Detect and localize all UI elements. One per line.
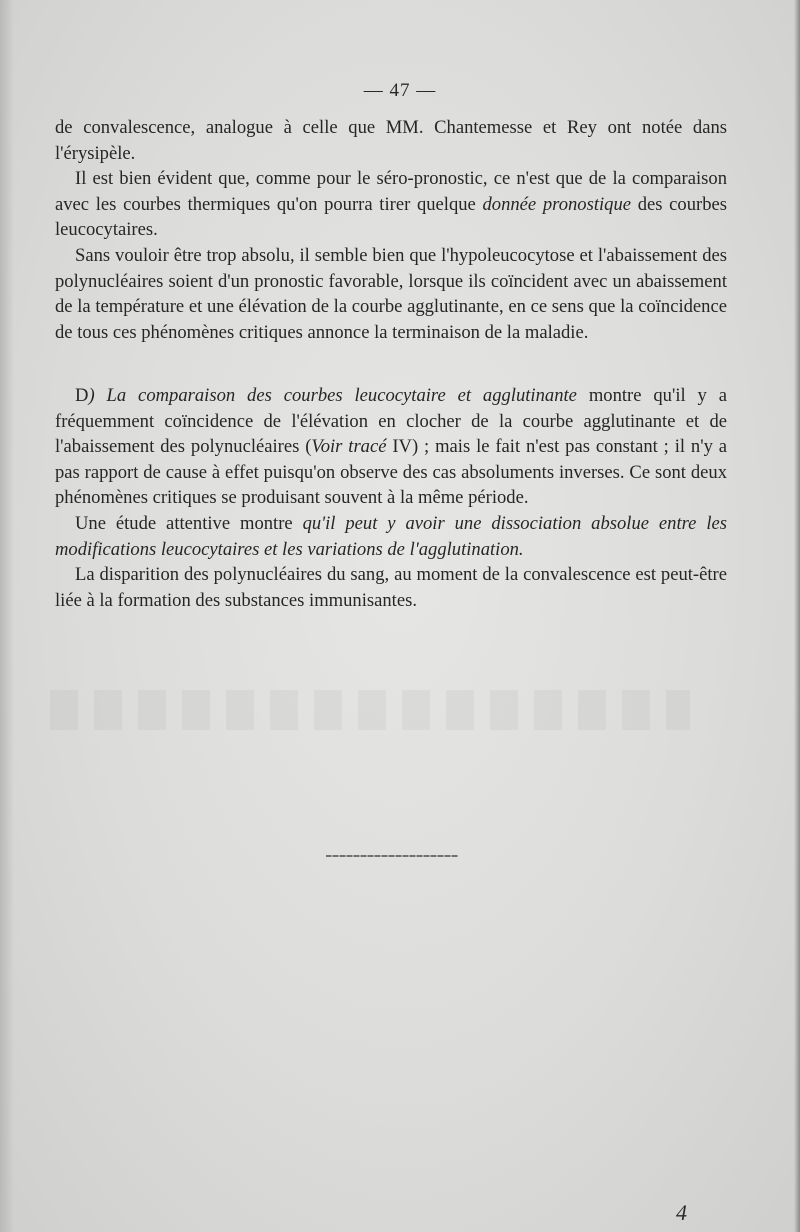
signature-mark: 4	[676, 1200, 687, 1225]
bleed-through-marks	[50, 690, 690, 730]
paragraph-1: de convalescence, analogue à celle que MM. Chantemesse et Rey ont notée dans l'érysipèle.	[55, 117, 727, 164]
paragraph-3: Sans vouloir être trop absolu, il semble bien que l'hypoleucocytose et l'abaissement des polynucléaires soient d'un pronostic favorable, lorsque ils coïncident avec un abaissement de la température et une élévation de la courbe agglutinante, en ce sens que la coïncidence de tous ces phénomènes critiques annonce la terminaison de la maladie.	[55, 244, 727, 343]
paragraph-2-text-c: des courbes leucocytaires.	[55, 193, 727, 241]
paragraph-5-text-a: Une étude attentive montre	[75, 512, 303, 534]
paragraph-4	[55, 383, 727, 511]
paragraph-4-text-e: IV) ; mais le fait n'est pas constant ; il n'y a pas rapport de cause à effet puisqu'on observe des cas absoluments inverses. Ce sont deux phénomènes critiques se produisant souvent à la même période.	[55, 436, 727, 509]
paragraph-6: La disparition des polynucléaires du sang, au moment de la convalescence est peut-être liée à la formation des substances immunisantes.	[55, 564, 727, 611]
paragraph-4-text-c: montre qu'il y a fréquemment coïncidence de l'élévation en clocher de la courbe agglutinante et de l'abaissement des polynucléaires (	[55, 385, 728, 458]
paragraph-2-italic: donnée pronostique	[482, 193, 632, 215]
paragraph-4-letter: D	[75, 385, 89, 406]
paragraph-2	[55, 166, 727, 243]
text-block-lower	[55, 383, 727, 613]
page-number: — 47 —	[363, 80, 437, 101]
page-gutter-shadow	[0, 0, 14, 1232]
paragraph-4-italic-ref: Voir tracé	[311, 436, 387, 458]
text-block-upper	[55, 115, 727, 345]
section-separator-rule	[326, 855, 458, 857]
paragraph-5	[55, 511, 727, 562]
paragraph-5-italic: qu'il peut y avoir une dissociation absolue entre les modifications leucocytaires et les variations de l'agglutination.	[55, 512, 727, 560]
paragraph-2-text-a: Il est bien évident que, comme pour le séro-pronostic, ce n'est que de la comparaison avec les courbes thermiques qu'on pourra tirer quelque	[55, 168, 727, 215]
page-edge-shadow	[794, 0, 800, 1232]
paragraph-4-italic-heading: ) La comparaison des courbes leucocytaire et agglutinante	[88, 385, 577, 406]
